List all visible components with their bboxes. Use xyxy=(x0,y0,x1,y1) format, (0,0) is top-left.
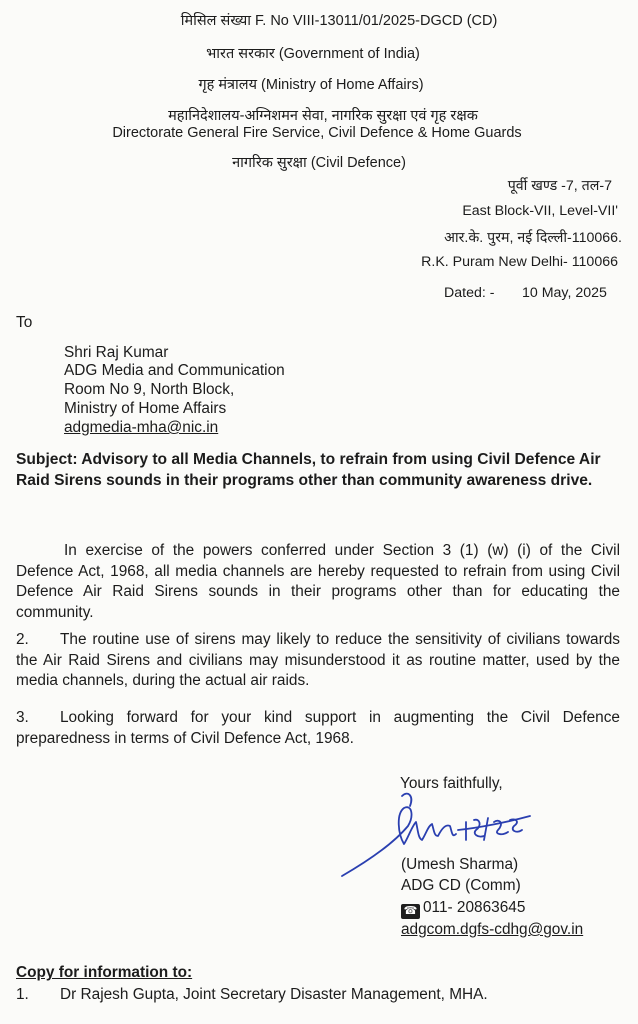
closing-line: Yours faithfully, xyxy=(400,775,503,792)
recipient-room: Room No 9, North Block, xyxy=(64,381,235,398)
department-line: नागरिक सुरक्षा (Civil Defence) xyxy=(232,155,406,171)
phone-line xyxy=(401,898,525,919)
dated-label: Dated: - xyxy=(444,285,495,301)
copy-item-1: Dr Rajesh Gupta, Joint Secretary Disaster Management, MHA. xyxy=(60,986,488,1003)
government-line: भारत सरकार (Government of India) xyxy=(206,46,420,62)
paragraph-2 xyxy=(16,630,620,692)
paragraph-1: In exercise of the powers conferred under Section 3 (1) (w) (i) of the Civil Defence Act, 1968, all media channels are hereby requested to refrain from using Civil Defence Air Raid Sirens sounds in their programs other than for educating the community. xyxy=(16,542,620,621)
paragraph-2-number: 2. xyxy=(16,631,29,648)
recipient-name: Shri Raj Kumar xyxy=(64,344,169,361)
directorate-hindi: महानिदेशालय-अग्निशमन सेवा, नागरिक सुरक्षा एवं गृह रक्षक xyxy=(168,108,478,124)
dated-value: 10 May, 2025 xyxy=(522,285,607,301)
copy-item-1-number: 1. xyxy=(16,986,29,1003)
signatory-designation: ADG CD (Comm) xyxy=(401,877,521,894)
copy-heading: Copy for information to: xyxy=(16,964,193,981)
ministry-line: गृह मंत्रालय (Ministry of Home Affairs) xyxy=(198,77,424,93)
address-line-1: पूर्वी खण्ड -7, तल-7 xyxy=(507,178,612,194)
subject-line: Subject: Advisory to all Media Channels, to refrain from using Civil Defence Air Raid Sirens sounds in their programs other than community awareness drive. xyxy=(16,451,601,489)
recipient-email-link[interactable]: adgmedia-mha@nic.in xyxy=(64,419,219,436)
address-line-2: East Block-VII, Level-VII' xyxy=(462,203,618,219)
directorate-english: Directorate General Fire Service, Civil Defence & Home Guards xyxy=(112,125,522,141)
address-line-4: R.K. Puram New Delhi- 110066 xyxy=(421,254,618,270)
paragraph-3-number: 3. xyxy=(16,709,29,726)
signatory-name: (Umesh Sharma) xyxy=(401,856,519,873)
recipient-ministry: Ministry of Home Affairs xyxy=(64,400,227,417)
to-label: To xyxy=(16,314,33,331)
address-line-3: आर.के. पुरम, नई दिल्ली-110066. xyxy=(444,230,622,246)
paragraph-3 xyxy=(16,708,620,749)
paragraph-3-text: Looking forward for your kind support in augmenting the Civil Defence preparedness in terms of Civil Defence Act, 1968. xyxy=(16,709,620,747)
paragraph-2-text: The routine use of sirens may likely to reduce the sensitivity of civilians towards the Air Raid Sirens and civilians may misunderstood it as routine matter, used by the media channels, during the actual air raids. xyxy=(16,631,620,689)
file-number: मिसिल संख्या F. No VIII-13011/01/2025-DGCD (CD) xyxy=(180,13,498,29)
recipient-designation: ADG Media and Communication xyxy=(64,362,285,379)
signatory-email-link[interactable]: adgcom.dgfs-cdhg@gov.in xyxy=(401,921,584,938)
phone-number: 011- 20863645 xyxy=(423,899,526,916)
telephone-icon: ☎ xyxy=(401,904,420,919)
